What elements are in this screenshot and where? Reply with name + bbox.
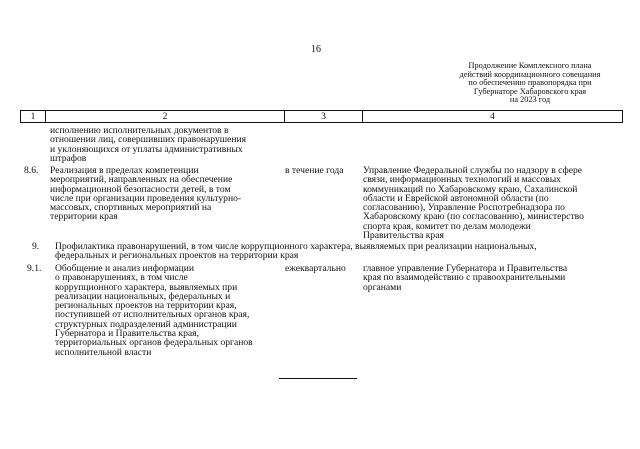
text-line: массовых, спортивных мероприятий на <box>50 202 212 214</box>
column-number-4: 4 <box>363 111 623 123</box>
text-line: Профилактика правонарушений, в том числе коррупционного характера, выявляемых при реализации национальных, <box>55 241 537 252</box>
text-line: коррупционного характера, выявляемых при <box>55 281 238 293</box>
text-line: территории края <box>50 211 118 223</box>
row-9-1-executors <box>363 264 567 292</box>
text-line: области и Еврейской автономной области (по <box>363 192 549 204</box>
header-line: Губернаторе Хабаровского края <box>473 86 587 96</box>
text-line: информационной безопасности детей, в том <box>50 183 231 195</box>
text-line: Реализация в пределах компетенции <box>50 165 199 176</box>
text-line: федеральных и региональных проектов на территории края <box>55 250 299 262</box>
row-8-6-activity <box>50 166 241 222</box>
text-line: числе при организации проведения культурно- <box>50 192 242 204</box>
text-line: реализации национальных, федеральных и <box>55 290 231 302</box>
text-line: штрафов <box>50 152 87 164</box>
section-number-9: 9. <box>32 241 40 252</box>
text-line: согласованию), Управление Роспотребнадзора по <box>363 202 565 214</box>
text-line: исполнительной власти <box>55 346 152 358</box>
text-line: Правительства края <box>363 230 444 242</box>
text-line: мероприятий, направленных на обеспечение <box>50 174 233 186</box>
header-line: Продолжение Комплексного плана <box>468 61 592 70</box>
text-line: Губернатора и Правительства края, <box>55 328 199 340</box>
column-header-row <box>20 110 623 123</box>
section-9-title <box>55 242 537 261</box>
text-line: Хабаровскому краю (по согласованию), министерство <box>363 211 584 223</box>
text-line: территориальных органов федеральных органов <box>55 337 253 349</box>
text-line: спорта края, комитет по делам молодежи <box>363 220 531 232</box>
column-number-2: 2 <box>46 111 285 123</box>
row-8-6-term: в течение года <box>285 165 344 176</box>
row-8-6-executors <box>363 166 584 240</box>
page-number: 16 <box>311 44 321 55</box>
header-line: на 2023 год <box>509 95 551 105</box>
row-9-1-activity <box>55 264 253 357</box>
text-line: отношении лиц, совершивших правонарушения <box>50 134 247 146</box>
row-number-9-1: 9.1. <box>27 263 42 274</box>
text-line: коммуникаций по Хабаровскому краю, Сахалинской <box>363 183 578 195</box>
text-line: Обобщение и анализ информации <box>55 263 195 274</box>
header-line: действий координационного совещания <box>459 69 601 79</box>
text-line: связи, информационных технологий и массовых <box>363 174 561 186</box>
text-line: исполнению исполнительных документов в <box>50 125 229 136</box>
text-line: края по взаимодействию с правоохранительными <box>363 272 566 284</box>
row-continuation-activity <box>50 126 246 163</box>
text-line: и уклоняющихся от уплаты административных <box>50 143 243 155</box>
text-line: поступившей от исполнительных органов края, <box>55 309 250 321</box>
text-line: структурных подразделений администрации <box>55 318 237 330</box>
separator-line <box>279 378 357 379</box>
column-number-1: 1 <box>21 111 46 123</box>
row-number-8-6: 8.6. <box>24 165 39 176</box>
text-line: региональных проектов на территории края, <box>55 300 237 312</box>
document-header <box>440 62 620 105</box>
text-line: Управление Федеральной службы по надзору в сфере <box>363 165 583 176</box>
text-line: органами <box>363 281 402 293</box>
column-number-3: 3 <box>285 111 363 123</box>
row-9-1-term: ежеквартально <box>285 263 346 274</box>
header-line: по обеспечению правопорядка при <box>468 78 592 88</box>
text-line: главное управление Губернатора и Правительства <box>363 263 568 274</box>
text-line: о правонарушениях, в том числе <box>55 272 188 284</box>
